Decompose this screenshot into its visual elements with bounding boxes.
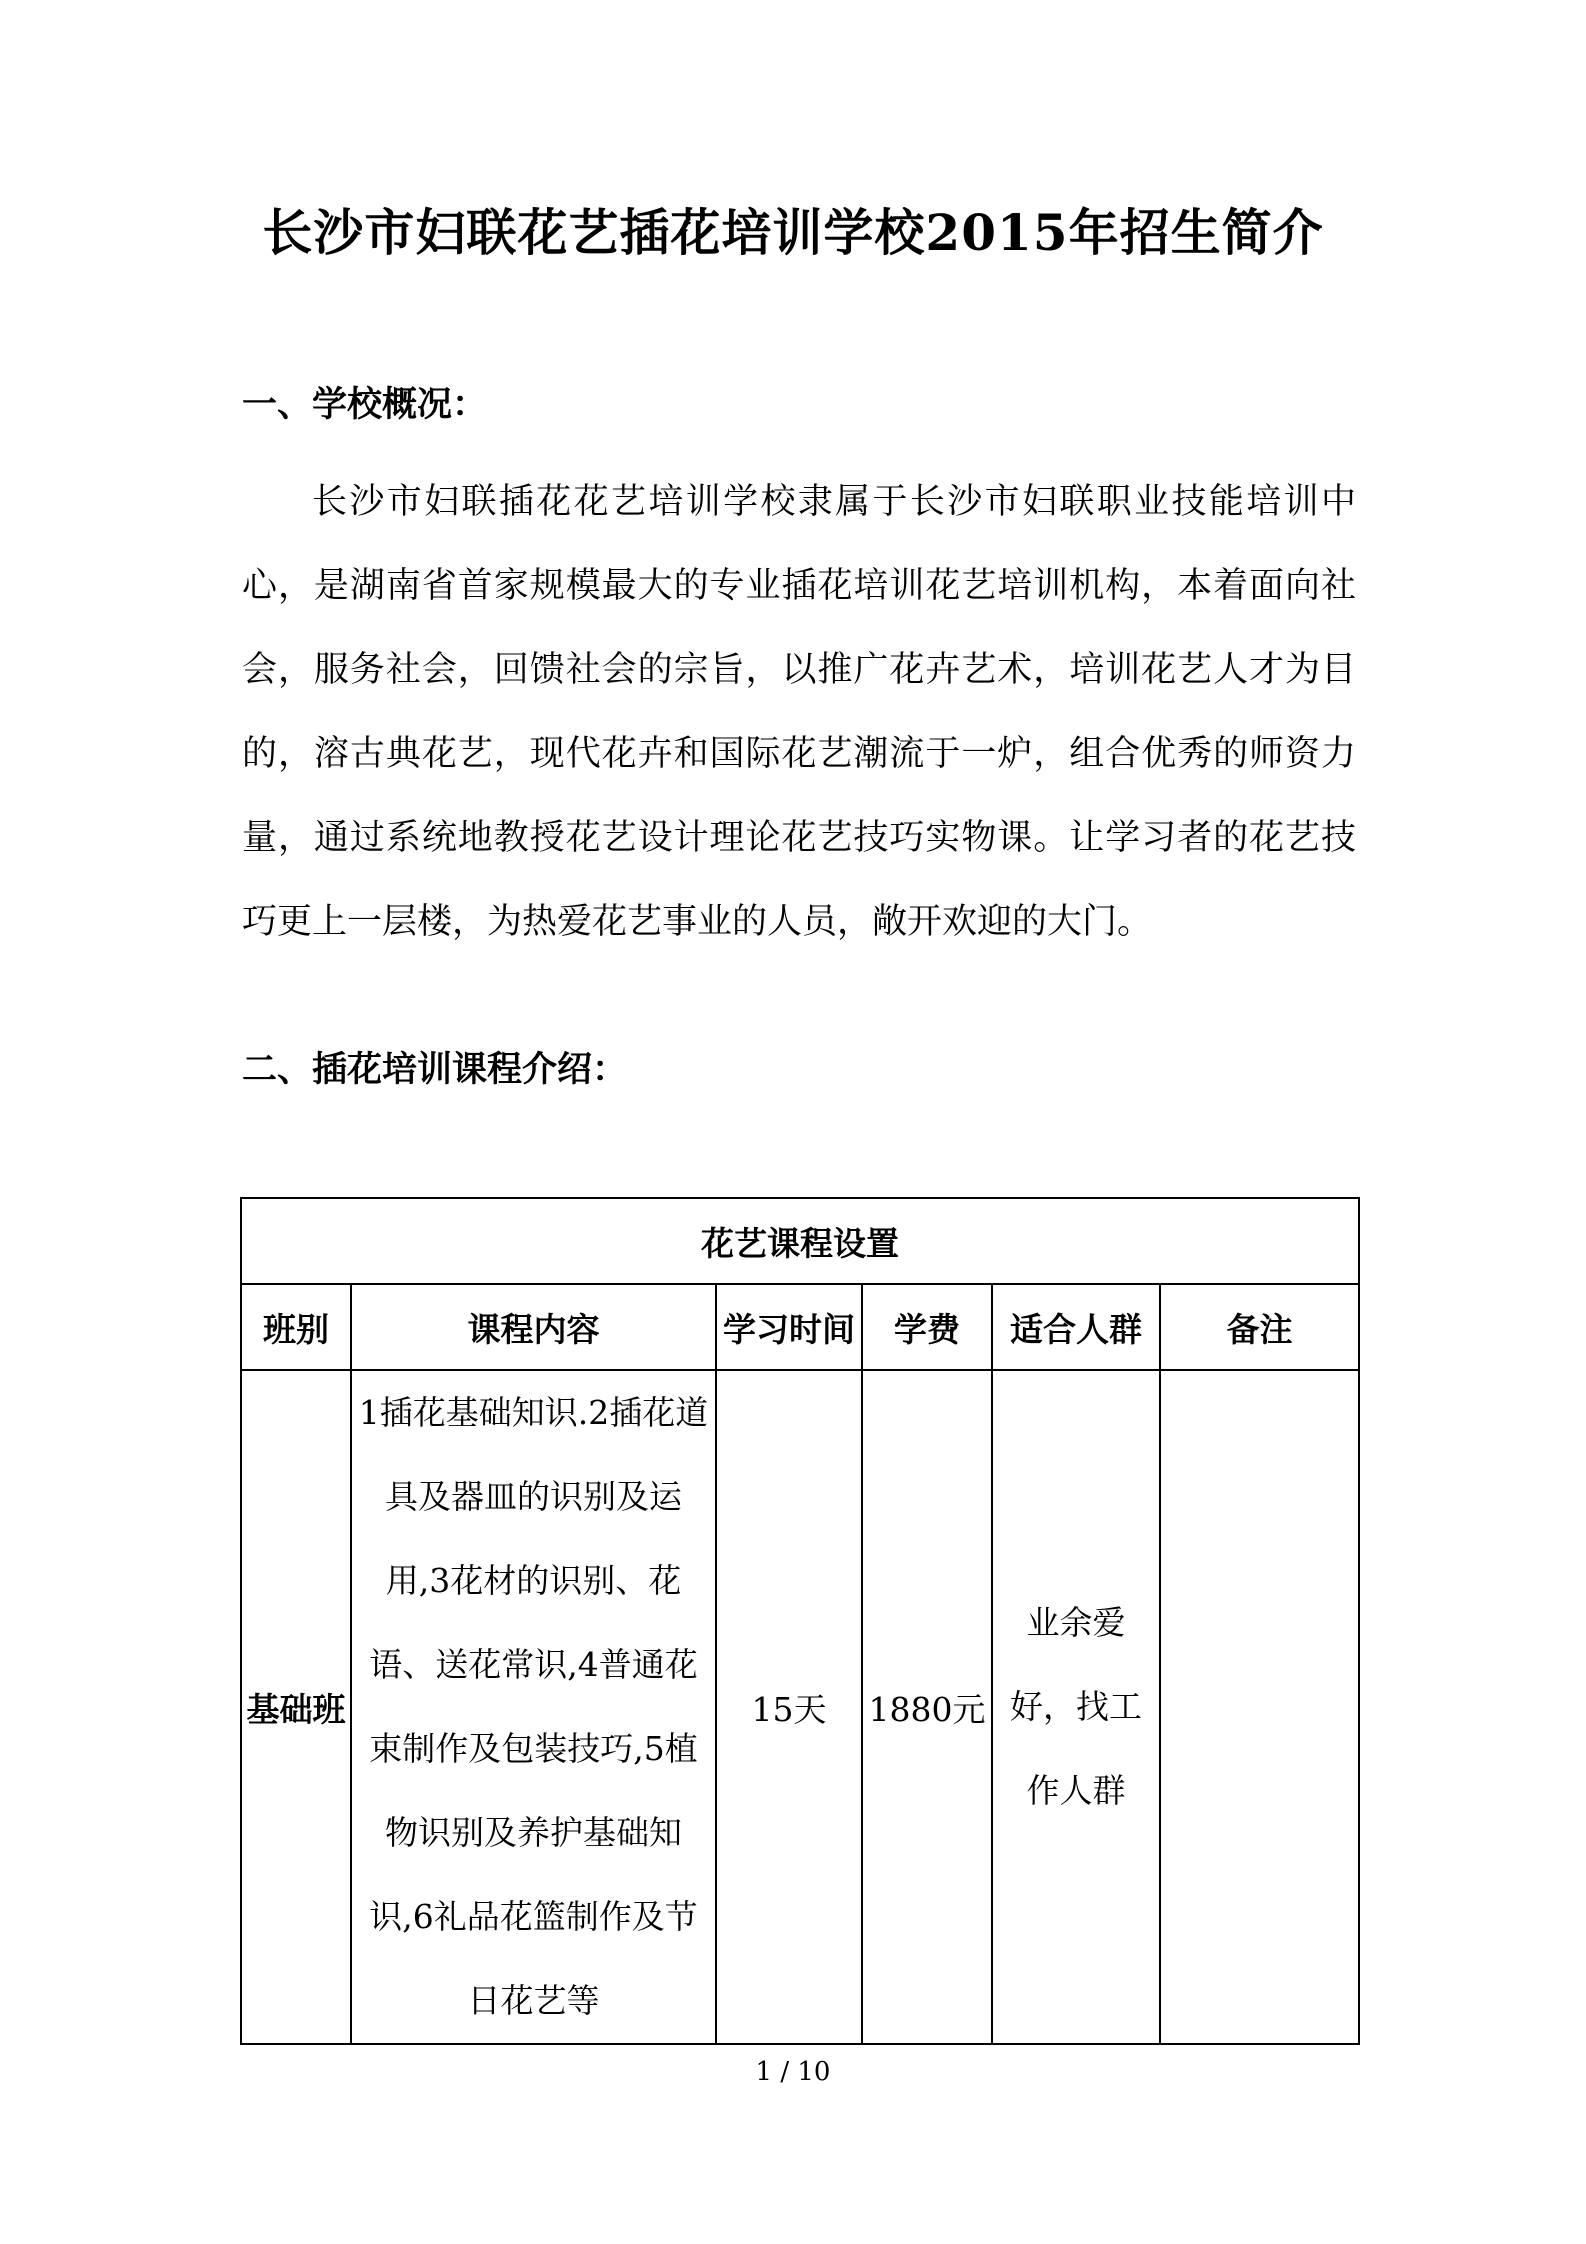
table-caption: 花艺课程设置	[241, 1198, 1359, 1284]
cell-duration: 15天	[716, 1370, 862, 2044]
header-audience: 适合人群	[992, 1284, 1160, 1370]
cell-audience-text: 业余爱好，找工作人群	[1010, 1603, 1142, 1810]
table-header-row	[241, 1284, 1359, 1370]
page-number: 1 / 10	[755, 2057, 831, 2087]
cell-level: 基础班	[241, 1370, 351, 2044]
cell-audience	[992, 1370, 1160, 2044]
section-heading-school-overview: 一、学校概况：	[242, 384, 488, 425]
cell-notes	[1160, 1370, 1359, 2044]
header-notes: 备注	[1160, 1284, 1359, 1370]
header-duration: 学习时间	[716, 1284, 862, 1370]
course-table	[240, 1197, 1360, 2045]
header-fee: 学费	[862, 1284, 992, 1370]
school-overview-paragraph: 长沙市妇联插花花艺培训学校隶属于长沙市妇联职业技能培训中心，是湖南省首家规模最大的专业插花培训花艺培训机构，本着面向社会，服务社会，回馈社会的宗旨，以推广花卉艺术，培训花艺人才为目的，溶古典花艺，现代花卉和国际花艺潮流于一炉，组合优秀的师资力量，通过系统地教授花艺设计理论花艺技巧实物课。让学习者的花艺技巧更上一层楼，为热爱花艺事业的人员，敞开欢迎的大门。	[242, 482, 1356, 942]
header-content: 课程内容	[351, 1284, 716, 1370]
header-level: 班别	[241, 1284, 351, 1370]
cell-content	[351, 1370, 716, 2044]
section-heading-course-intro: 二、插花培训课程介绍：	[242, 1049, 628, 1090]
document-title: 长沙市妇联花艺插花培训学校2015年招生简介	[262, 203, 1324, 262]
cell-content-text: 1插花基础知识.2插花道具及器皿的识别及运用,3花材的识别、花语、送花常识,4普通花束制作及包装技巧,5植物识别及养护基础知识,6礼品花篮制作及节日花艺等	[358, 1393, 709, 2020]
table-row	[241, 1370, 1359, 2044]
cell-fee: 1880元	[862, 1370, 992, 2044]
